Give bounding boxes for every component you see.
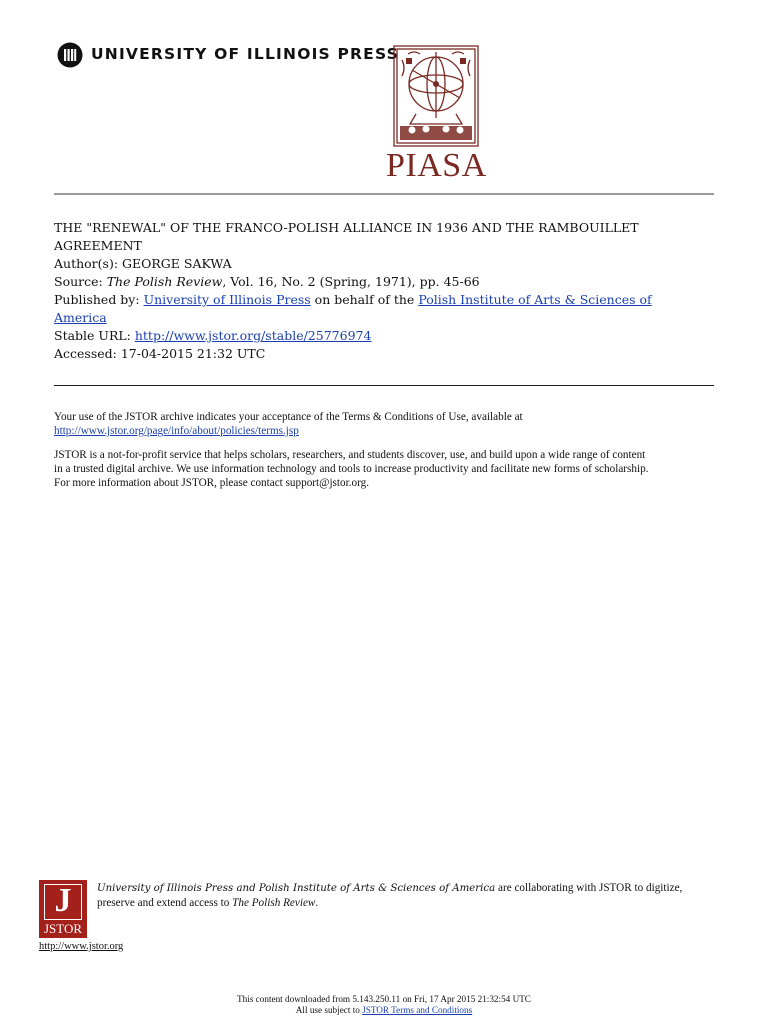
jstor-logo-text: JSTOR — [43, 921, 83, 936]
jstor-about-line-1: JSTOR is a not-for-profit service that helps scholars, researchers, and students discover, use, and build upon a wide range of content — [54, 449, 646, 461]
download-info: This content downloaded from 5.143.250.11 on Fri, 17 Apr 2015 21:32:54 UTC — [237, 994, 531, 1004]
jstor-terms-link[interactable]: JSTOR Terms and Conditions — [362, 1005, 473, 1015]
author-line — [54, 255, 724, 273]
jstor-home-link[interactable]: http://www.jstor.org — [39, 941, 124, 952]
source-details: , Vol. 16, No. 2 (Spring, 1971), pp. 45-66 — [222, 274, 480, 289]
stable-url-link[interactable]: http://www.jstor.org/stable/25776974 — [134, 328, 372, 343]
author-name: GEORGE SAKWA — [122, 256, 232, 271]
published-line-2 — [54, 309, 724, 327]
collab-journal: The Polish Review — [232, 897, 316, 909]
jstor-logo — [39, 880, 87, 938]
citation-block — [54, 219, 724, 363]
armillary-sphere-icon — [386, 40, 486, 152]
uip-logo — [57, 42, 400, 70]
uip-seal-icon — [57, 42, 83, 68]
use-terms-line — [0, 1005, 768, 1016]
published-label: Published by: — [54, 292, 140, 307]
author-label: Author(s): — [54, 256, 119, 271]
download-footer — [0, 994, 768, 1016]
collab-orgs: University of Illinois Press and Polish Institute of Arts & Sciences of America — [97, 883, 496, 894]
piasa-emblem — [386, 40, 486, 186]
jstor-about-line-2: in a trusted digital archive. We use information technology and tools to increase productivity and facilitate new forms of scholarship. — [54, 463, 649, 475]
divider-top — [54, 193, 714, 195]
collab-rest: are collaborating with JSTOR to digitize, — [495, 882, 683, 894]
terms-line: Your use of the JSTOR archive indicates your acceptance of the Terms & Conditions of Use, available at — [54, 411, 523, 423]
divider-middle — [54, 385, 714, 386]
publisher-link[interactable]: University of Illinois Press — [143, 292, 311, 307]
article-title-line-1: THE "RENEWAL" OF THE FRANCO-POLISH ALLIANCE IN 1936 AND THE RAMBOUILLET — [54, 220, 639, 235]
collab-statement — [97, 881, 737, 911]
published-line — [54, 291, 724, 309]
jstor-about-line-3: For more information about JSTOR, please contact support@jstor.org. — [54, 477, 370, 489]
terms-link[interactable]: http://www.jstor.org/page/info/about/policies/terms.jsp — [54, 425, 299, 437]
source-journal: The Polish Review — [106, 274, 223, 289]
institute-link-continued[interactable]: America — [54, 310, 107, 325]
institute-link[interactable]: Polish Institute of Arts & Sciences of — [418, 292, 652, 307]
source-label: Source: — [54, 274, 103, 289]
emblem-name: PIASA — [386, 147, 487, 184]
source-line — [54, 273, 724, 291]
article-title — [54, 219, 724, 255]
publisher-name: UNIVERSITY OF ILLINOIS PRESS — [91, 45, 400, 63]
collab-line2-pre: preserve and extend access to — [97, 897, 233, 909]
accessed-label: Accessed: — [54, 346, 117, 361]
accessed-date: 17-04-2015 21:32 UTC — [120, 346, 266, 361]
stable-url-line — [54, 327, 724, 345]
use-terms-pre: All use subject to — [295, 1005, 363, 1015]
accessed-line — [54, 345, 724, 363]
terms-notice — [54, 410, 734, 490]
jstor-logo-letter: J — [54, 882, 72, 919]
article-title-line-2: AGREEMENT — [54, 238, 142, 253]
stable-url-label: Stable URL: — [54, 328, 131, 343]
published-mid: on behalf of the — [314, 292, 415, 307]
collab-line2-post: . — [315, 897, 319, 909]
